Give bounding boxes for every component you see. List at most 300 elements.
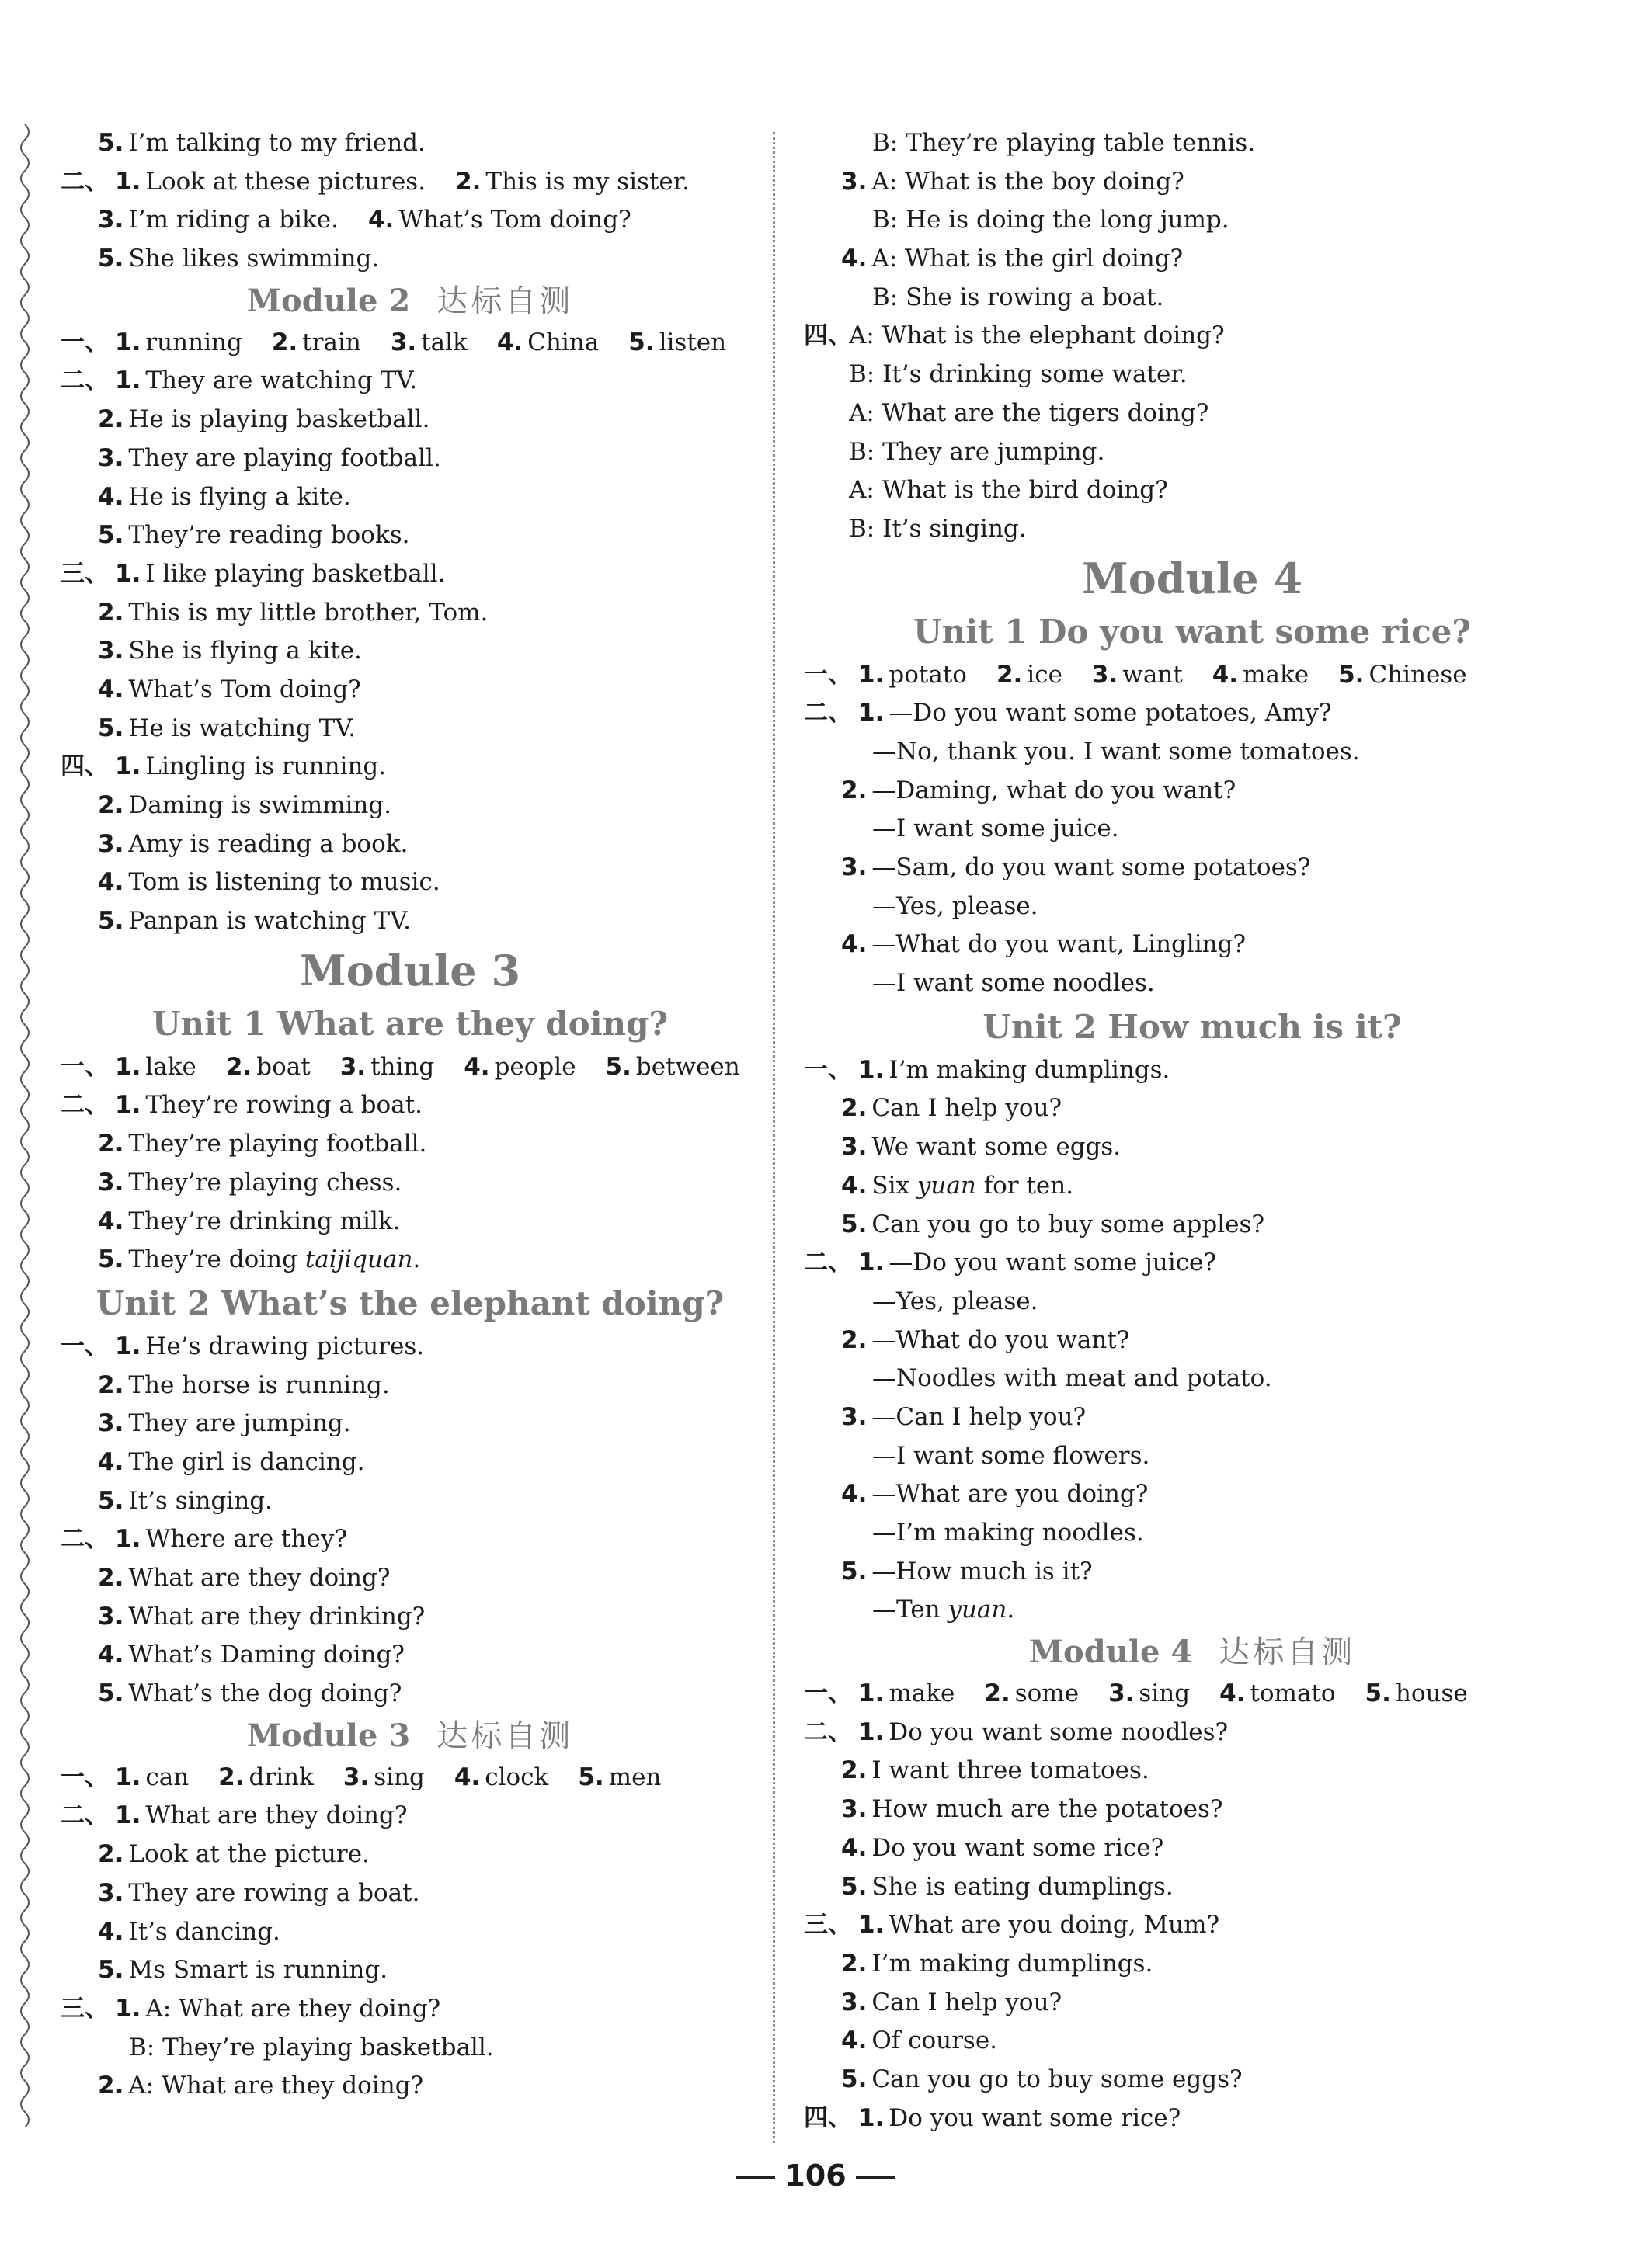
item-number: 3.: [98, 206, 124, 234]
answer-row: [804, 1945, 1581, 1984]
answer-text: —Ten yuan.: [872, 1596, 1015, 1624]
item-number: 1.: [115, 1763, 141, 1791]
answer-row: [61, 401, 760, 439]
answer-row: [61, 124, 760, 163]
item-number: 5.: [841, 1557, 868, 1586]
answer-word: sing: [1139, 1679, 1191, 1708]
answer-text: —Can I help you?: [871, 1402, 1087, 1431]
answer-row: [804, 1475, 1581, 1514]
answer-text: A: What are they doing?: [145, 1994, 441, 2023]
unit-heading: Unit 2 What’s the elephant doing?: [96, 1283, 725, 1322]
answer-text: Daming is swimming.: [128, 791, 392, 819]
answer-row: [804, 964, 1581, 1003]
answer-word: thing: [370, 1052, 435, 1081]
item-number: 2.: [218, 1763, 245, 1791]
answer-row: [61, 1328, 760, 1367]
test-heading-module: Module 2: [246, 282, 411, 319]
answer-text: —No, thank you. I want some tomatoes.: [872, 737, 1360, 766]
item-number: 3.: [98, 443, 124, 472]
item-number: 1.: [115, 1332, 141, 1360]
answer-text: Can I help you?: [871, 1988, 1062, 2016]
answer-word: drink: [249, 1763, 314, 1791]
answer-text: They’re reading books.: [128, 521, 410, 550]
answer-row: [804, 772, 1581, 811]
section-marker: 一、: [804, 1055, 852, 1084]
item-number: 1.: [858, 699, 885, 728]
answer-row: [804, 2061, 1581, 2100]
section-marker: 三、: [61, 559, 109, 588]
item-number: 1.: [115, 328, 141, 356]
item-number: 4.: [841, 1171, 868, 1200]
item-number: 4.: [841, 1480, 868, 1509]
answer-text: A: What is the girl doing?: [871, 245, 1184, 273]
item-number: 5.: [605, 1052, 631, 1081]
binding-wavy-line: [16, 124, 34, 2127]
answer-word: talk: [421, 328, 468, 356]
answer-row: [804, 2100, 1581, 2138]
item-number: 5.: [578, 1763, 604, 1791]
item-number: 5.: [98, 714, 124, 742]
answer-text: He’s drawing pictures.: [145, 1332, 425, 1360]
item-number: 3.: [98, 637, 124, 665]
answer-row: [804, 1051, 1581, 1090]
answer-text: B: They’re playing basketball.: [129, 2033, 494, 2061]
unit-heading: Unit 2 How much is it?: [982, 1007, 1402, 1046]
answer-text: —Do you want some juice?: [889, 1249, 1217, 1277]
answer-row: [804, 1868, 1581, 1907]
answer-text: What are they doing?: [128, 1564, 391, 1592]
item-number: 2.: [98, 598, 124, 627]
answer-row: [61, 1675, 760, 1714]
answer-row: [61, 1636, 760, 1675]
item-number: 4.: [98, 1641, 124, 1669]
page-number-text: 106: [784, 2159, 847, 2193]
test-heading: [61, 279, 760, 324]
section-marker: 四、: [804, 2103, 852, 2132]
item-number: 2.: [841, 1094, 868, 1123]
answer-word: tomato: [1250, 1679, 1336, 1708]
item-number: 3.: [390, 328, 417, 356]
item-number: 1.: [858, 2103, 885, 2132]
answer-row: [61, 1241, 760, 1280]
item-number: 3.: [98, 1878, 124, 1907]
item-number: 1.: [115, 167, 141, 196]
item-number: 4.: [841, 2027, 868, 2055]
item-number: 2.: [225, 1052, 252, 1081]
answer-word: clock: [485, 1763, 549, 1791]
answer-row: [61, 1990, 760, 2029]
answer-text: He is watching TV.: [128, 714, 356, 742]
answer-row: [804, 201, 1581, 240]
answer-row: [61, 478, 760, 517]
answer-row: [61, 1443, 760, 1482]
item-number: 1.: [115, 1052, 141, 1081]
test-heading-label: 达标自测: [436, 283, 574, 319]
answer-text: —Do you want some potatoes, Amy?: [889, 699, 1332, 728]
answer-text: Can you go to buy some eggs?: [871, 2065, 1243, 2093]
answer-row: [61, 825, 760, 864]
answer-text: Do you want some rice?: [871, 1833, 1164, 1862]
item-number: 1.: [858, 1911, 885, 1940]
answer-row: [61, 902, 760, 941]
answer-text: B: It’s singing.: [849, 514, 1027, 543]
answer-text: —What are you doing?: [871, 1480, 1149, 1509]
answer-word: make: [889, 1679, 955, 1708]
answer-row: [61, 1874, 760, 1913]
item-number: 3.: [98, 1168, 124, 1197]
item-number: 5.: [841, 2065, 868, 2093]
item-number: 2.: [841, 1325, 868, 1354]
section-marker: 三、: [61, 1994, 109, 2023]
answer-row: [804, 1128, 1581, 1167]
answer-row: [61, 1125, 760, 1164]
section-marker: 一、: [61, 1763, 109, 1791]
answer-row: [804, 1398, 1581, 1437]
answer-text: Ms Smart is running.: [128, 1956, 388, 1985]
item-number: 4.: [841, 930, 868, 959]
item-number: 3.: [841, 1988, 868, 2016]
module-heading: Module 3: [299, 945, 521, 995]
answer-text: Look at these pictures.: [145, 167, 426, 196]
answer-text: —Yes, please.: [872, 891, 1038, 920]
item-number: 5.: [98, 245, 124, 273]
answer-row: [61, 2067, 760, 2106]
answer-row: [61, 362, 760, 401]
answer-word: people: [494, 1052, 576, 1081]
item-number: 2.: [98, 791, 124, 819]
answer-text: —I want some juice.: [872, 814, 1119, 843]
item-number: 4.: [464, 1052, 490, 1081]
item-number: 4.: [98, 675, 124, 703]
answer-row: [804, 1675, 1581, 1714]
item-number: 5.: [841, 1872, 868, 1901]
test-heading: [61, 1714, 760, 1759]
section-marker: 二、: [61, 1091, 109, 1120]
answer-text: They’re playing chess.: [128, 1168, 402, 1197]
item-number: 1.: [115, 752, 141, 781]
answer-word: between: [635, 1052, 740, 1081]
answer-row: [61, 1913, 760, 1952]
item-number: 4.: [841, 245, 868, 273]
answer-row: [804, 433, 1581, 472]
left-column: [61, 124, 760, 2106]
item-number: 5.: [98, 907, 124, 936]
answer-row: [61, 201, 760, 240]
answer-row: [61, 439, 760, 478]
answer-word: running: [145, 328, 242, 356]
answer-text: I want three tomatoes.: [871, 1756, 1149, 1785]
answer-text: They are jumping.: [128, 1409, 351, 1438]
answer-row: [61, 748, 760, 787]
section-marker: 二、: [61, 366, 109, 395]
answer-row: [804, 1089, 1581, 1128]
item-number: 2.: [98, 405, 124, 434]
answer-text: B: They’re playing table tennis.: [872, 129, 1256, 157]
answer-row: [61, 324, 760, 363]
answer-text: What’s Daming doing?: [128, 1641, 405, 1669]
answer-row: [61, 1367, 760, 1405]
answer-word: ice: [1027, 660, 1062, 689]
item-number: 4.: [98, 1447, 124, 1476]
answer-text: B: She is rowing a boat.: [872, 283, 1164, 311]
answer-text: What’s Tom doing?: [398, 206, 631, 234]
answer-row: [804, 471, 1581, 510]
answer-row: [61, 1203, 760, 1242]
answer-word: potato: [889, 660, 967, 689]
answer-text: Amy is reading a book.: [128, 829, 409, 858]
answer-text: Can I help you?: [871, 1094, 1062, 1123]
answer-row: [61, 1759, 760, 1797]
answer-text: The girl is dancing.: [128, 1447, 365, 1476]
answer-row: [804, 1790, 1581, 1829]
answer-text: A: What is the bird doing?: [849, 476, 1168, 505]
unit-heading: Unit 1 Do you want some rice?: [913, 612, 1471, 651]
answer-row: [61, 1086, 760, 1125]
answer-text: —How much is it?: [871, 1557, 1093, 1586]
item-number: 2.: [841, 1756, 868, 1785]
section-marker: 二、: [804, 1249, 852, 1277]
answer-row: [804, 2022, 1581, 2061]
item-number: 4.: [454, 1763, 481, 1791]
item-number: 2.: [98, 1564, 124, 1592]
answer-row: [804, 279, 1581, 318]
answer-text: What are they doing?: [145, 1801, 408, 1830]
answer-text: They are watching TV.: [145, 366, 418, 395]
answer-row: [804, 240, 1581, 279]
answer-row: [61, 163, 760, 202]
answer-row: [804, 1829, 1581, 1868]
item-number: 3.: [841, 167, 868, 196]
item-number: 3.: [841, 1402, 868, 1431]
answer-text: —Daming, what do you want?: [871, 776, 1236, 804]
answer-text: I’m talking to my friend.: [128, 129, 426, 157]
column-divider: [773, 132, 775, 2143]
answer-text: Panpan is watching TV.: [128, 907, 411, 936]
answer-row: [804, 1283, 1581, 1322]
item-number: 2.: [841, 776, 868, 804]
item-number: 2.: [996, 660, 1023, 689]
answer-text: Look at the picture.: [128, 1840, 370, 1869]
item-number: 1.: [115, 1801, 141, 1830]
item-number: 3.: [98, 1602, 124, 1631]
item-number: 2.: [98, 1130, 124, 1158]
item-number: 4.: [367, 206, 395, 234]
section-marker: 四、: [61, 752, 109, 781]
answer-text: She is flying a kite.: [128, 637, 362, 665]
answer-text: He is flying a kite.: [128, 482, 351, 511]
answer-text: He is playing basketball.: [128, 405, 430, 434]
answer-row: [61, 1951, 760, 1990]
section-marker: 二、: [61, 1801, 109, 1830]
section-marker: 三、: [804, 1911, 852, 1940]
answer-text: A: What are the tigers doing?: [849, 398, 1209, 427]
answer-row: [61, 1482, 760, 1521]
item-number: 2.: [271, 328, 298, 356]
answer-text: —Noodles with meat and potato.: [872, 1364, 1272, 1393]
section-marker: 一、: [804, 660, 852, 689]
answer-row: [804, 849, 1581, 887]
item-number: 4.: [841, 1833, 868, 1862]
item-number: 1.: [115, 1091, 141, 1120]
test-heading-label: 达标自测: [1219, 1634, 1356, 1671]
answer-text: I’m making dumplings.: [871, 1949, 1153, 1978]
item-number: 5.: [98, 521, 124, 550]
answer-row: [804, 1714, 1581, 1752]
item-number: 4.: [1219, 1679, 1246, 1708]
right-column: [804, 124, 1581, 2138]
item-number: 4.: [98, 868, 124, 897]
answer-text: A: What are they doing?: [128, 2072, 424, 2100]
answer-text: She is eating dumplings.: [871, 1872, 1174, 1901]
answer-row: [61, 710, 760, 748]
answer-word: boat: [256, 1052, 311, 1081]
answer-text: —What do you want, Lingling?: [871, 930, 1247, 959]
answer-word: can: [145, 1763, 190, 1791]
section-marker: 一、: [804, 1679, 852, 1708]
answer-text: What are you doing, Mum?: [889, 1911, 1220, 1940]
answer-row: [804, 1553, 1581, 1592]
item-number: 3.: [98, 1409, 124, 1438]
answer-text: Can you go to buy some apples?: [871, 1210, 1265, 1238]
item-number: 2.: [98, 1370, 124, 1399]
answer-row: [61, 516, 760, 555]
answer-word: lake: [145, 1052, 196, 1081]
item-number: 1.: [858, 1679, 885, 1708]
answer-text: I’m riding a bike.: [128, 206, 339, 234]
item-number: 2.: [984, 1679, 1010, 1708]
answer-text: Six yuan for ten.: [871, 1171, 1074, 1200]
answer-text: A: What is the elephant doing?: [849, 321, 1225, 350]
answer-row: [804, 656, 1581, 695]
answer-text: B: It’s drinking some water.: [849, 360, 1188, 389]
answer-text: They are rowing a boat.: [128, 1878, 420, 1907]
answer-text: It’s singing.: [128, 1486, 273, 1515]
answer-row: [61, 2029, 760, 2068]
answer-text: A: What is the boy doing?: [871, 167, 1184, 196]
answer-text: Do you want some rice?: [889, 2103, 1181, 2132]
item-number: 1.: [115, 559, 141, 588]
answer-text: This is my sister.: [485, 167, 690, 196]
answer-row: [61, 1164, 760, 1203]
section-marker: 一、: [61, 1052, 109, 1081]
answer-text: What’s the dog doing?: [128, 1679, 402, 1708]
answer-row: [804, 356, 1581, 394]
item-number: 5.: [841, 1210, 868, 1238]
item-number: 5.: [98, 1245, 124, 1274]
answer-word: Chinese: [1368, 660, 1467, 689]
answer-row: [804, 887, 1581, 926]
section-marker: 四、: [804, 321, 852, 350]
answer-text: B: They are jumping.: [849, 437, 1105, 466]
test-heading: [804, 1630, 1581, 1675]
answer-text: I like playing basketball.: [145, 559, 446, 588]
answer-text: They’re rowing a boat.: [145, 1091, 423, 1120]
answer-text: Do you want some noodles?: [889, 1717, 1229, 1746]
answer-word: listen: [659, 328, 727, 356]
answer-row: [804, 1322, 1581, 1360]
answer-text: —I want some flowers.: [872, 1441, 1150, 1470]
answer-row: [61, 671, 760, 710]
answer-row: [804, 317, 1581, 356]
answer-word: want: [1122, 660, 1183, 689]
item-number: 4.: [98, 1917, 124, 1946]
item-number: 5.: [98, 1486, 124, 1515]
answer-row: [61, 787, 760, 825]
section-marker: 二、: [61, 1525, 109, 1554]
answer-text: They’re playing football.: [128, 1130, 427, 1158]
item-number: 1.: [858, 1055, 885, 1084]
answer-text: I’m making dumplings.: [889, 1055, 1170, 1084]
item-number: 3.: [343, 1763, 370, 1791]
answer-text: This is my little brother, Tom.: [128, 598, 489, 627]
answer-text: —I’m making noodles.: [872, 1519, 1144, 1547]
answer-row: [804, 733, 1581, 772]
answer-row: [61, 1520, 760, 1559]
answer-row: [61, 1598, 760, 1637]
answer-row: [804, 1514, 1581, 1553]
answer-row: [804, 1984, 1581, 2023]
item-number: 3.: [1108, 1679, 1135, 1708]
answer-word: some: [1014, 1679, 1080, 1708]
answer-text: —I want some noodles.: [872, 969, 1155, 998]
item-number: 1.: [115, 1994, 141, 2023]
answer-word: men: [608, 1763, 662, 1791]
item-number: 2.: [841, 1949, 868, 1978]
answer-text: Of course.: [871, 2027, 998, 2055]
item-number: 3.: [841, 1795, 868, 1824]
answer-text: B: He is doing the long jump.: [872, 206, 1229, 234]
test-heading-label: 达标自测: [436, 1717, 574, 1754]
answer-text: —Yes, please.: [872, 1287, 1038, 1315]
answer-row: [804, 810, 1581, 849]
section-marker: 二、: [61, 167, 109, 196]
answer-row: [804, 1591, 1581, 1630]
answer-row: [804, 394, 1581, 433]
answer-text: Tom is listening to music.: [128, 868, 440, 897]
answer-text: —Sam, do you want some potatoes?: [871, 853, 1311, 881]
answer-text: What are they drinking?: [128, 1602, 426, 1631]
section-marker: 二、: [804, 699, 852, 728]
item-number: 4.: [496, 328, 523, 356]
answer-word: train: [302, 328, 361, 356]
answer-text: It’s dancing.: [128, 1917, 280, 1946]
answer-row: [61, 632, 760, 671]
answer-text: They are playing football.: [128, 443, 441, 472]
unit-heading: Unit 1 What are they doing?: [151, 1004, 669, 1043]
answer-word: sing: [374, 1763, 425, 1791]
answer-row: [804, 1360, 1581, 1398]
answer-row: [804, 1752, 1581, 1790]
item-number: 3.: [841, 853, 868, 881]
item-number: 5.: [628, 328, 655, 356]
answer-row: [61, 863, 760, 902]
answer-row: [804, 1206, 1581, 1245]
section-marker: 一、: [61, 328, 109, 356]
item-number: 5.: [98, 129, 124, 157]
item-number: 3.: [339, 1052, 367, 1081]
answer-text: What’s Tom doing?: [128, 675, 361, 703]
answer-row: [804, 694, 1581, 733]
test-heading-module: Module 4: [1028, 1634, 1193, 1671]
item-number: 3.: [841, 1133, 868, 1162]
answer-text: They’re drinking milk.: [128, 1207, 401, 1235]
item-number: 5.: [98, 1679, 124, 1708]
answer-text: They’re doing taijiquan.: [128, 1245, 421, 1274]
item-number: 4.: [98, 1207, 124, 1235]
item-number: 1.: [858, 1717, 885, 1746]
item-number: 1.: [858, 660, 885, 689]
module-heading: Module 4: [1081, 553, 1303, 603]
